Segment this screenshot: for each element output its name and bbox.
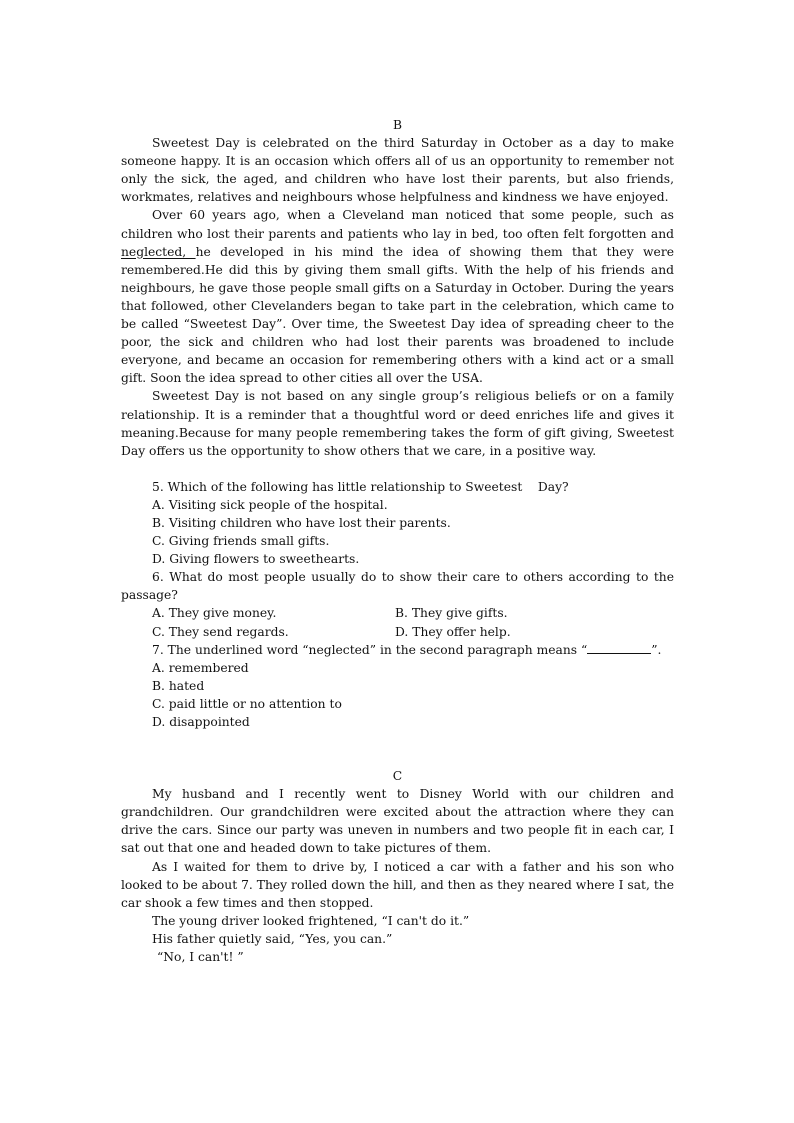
question-6-option-c: C. They send regards.: [152, 624, 289, 639]
section-c-paragraph-1: My husband and I recently went to Disney World with our children and grandchildren. Our grandchildren were excited about the attraction where they can drive the cars. Since our party was uneven in numbers and two people fit in each car, I sat out that one and headed down to take pictures of them.: [121, 787, 674, 856]
section-b-heading: B: [392, 118, 403, 132]
question-7-option-b: B. hated: [152, 678, 205, 693]
question-7-option-d: D. disappointed: [152, 715, 250, 729]
question-5-option-a: A. Visiting sick people of the hospital.: [152, 497, 388, 512]
question-5-option-d: D. Giving flowers to sweethearts.: [152, 552, 360, 567]
question-7-stem-before: 7. The underlined word “neglected” in the second paragraph means “: [152, 642, 588, 657]
section-b-paragraph-1: Sweetest Day is celebrated on the third Saturday in October as a day to make someone happy. It is an occasion which offers all of us an opportunity to remember not only the sick, the aged, and children who have lost their parents, but also friends, workmates, relatives and neighbours whose helpfulness and kindness we have enjoyed.: [121, 136, 674, 205]
question-6-option-b: B. They give gifts.: [395, 606, 508, 621]
section-c-paragraph-2: As I waited for them to drive by, I noticed a car with a father and his son who looked to be about 7. They rolled down the hill, and then as they neared where I sat, the car shook a few times and then stopped.: [121, 859, 674, 910]
section-b-paragraph-3: Sweetest Day is not based on any single group’s religious beliefs or on a family relationship. It is a reminder that a thoughtful word or deed enriches life and gives it meaning.Because for many people remembering takes the form of gift giving, Sweetest Day offers us the opportunity to show others that we care, in a positive way.: [121, 389, 674, 458]
paragraph-2-text-before: Over 60 years ago, when a Cleveland man noticed that some people, such as children who lost their parents and patients who lay in bed, too often felt forgotten and: [121, 208, 674, 241]
section-c-dialogue-3: “No, I can't! ”: [157, 950, 244, 965]
section-c-heading: C: [392, 769, 403, 784]
document-page: [121, 116, 674, 966]
question-6-option-a: A. They give money.: [152, 606, 277, 621]
question-6-option-d: D. They offer help.: [395, 624, 511, 639]
question-7-option-c: C. paid little or no attention to: [152, 696, 342, 711]
question-6-options-row-1: [121, 604, 674, 622]
question-7-stem: [121, 641, 674, 659]
section-c-dialogue-2: His father quietly said, “Yes, you can.”: [152, 931, 393, 946]
paragraph-2-text-after: he developed in his mind the idea of showing them that they were remembered.He did this by giving them small gifts. With the help of his friends and neighbours, he gave those people small gifts on a Saturday in October. During the years that followed, other Clevelanders began to take part in the celebration, which came to be called “Sweetest Day”. Over time, the Sweetest Day idea of spreading cheer to the poor, the sick and children who had lost their parents was broadened to include everyone, and became an occasion for remembering others with a kind act or a small gift. Soon the idea spread to other cities all over the USA.: [121, 244, 674, 386]
question-6-stem: 6. What do most people usually do to show their care to others according to the passage?: [121, 570, 674, 603]
question-5-option-b: B. Visiting children who have lost their parents.: [152, 515, 451, 530]
question-5-stem: 5. Which of the following has little relationship to Sweetest Day?: [152, 479, 569, 494]
question-5-option-c: C. Giving friends small gifts.: [152, 534, 330, 549]
section-b-paragraph-2: [121, 206, 674, 387]
section-c-dialogue-1: The young driver looked frightened, “I can't do it.”: [152, 913, 470, 928]
underlined-word: neglected,: [121, 244, 196, 259]
question-7-stem-after: ”.: [651, 642, 662, 657]
question-7-option-a: A. remembered: [152, 660, 249, 675]
answer-blank: [587, 641, 651, 654]
question-6-options-row-2: [121, 623, 674, 641]
